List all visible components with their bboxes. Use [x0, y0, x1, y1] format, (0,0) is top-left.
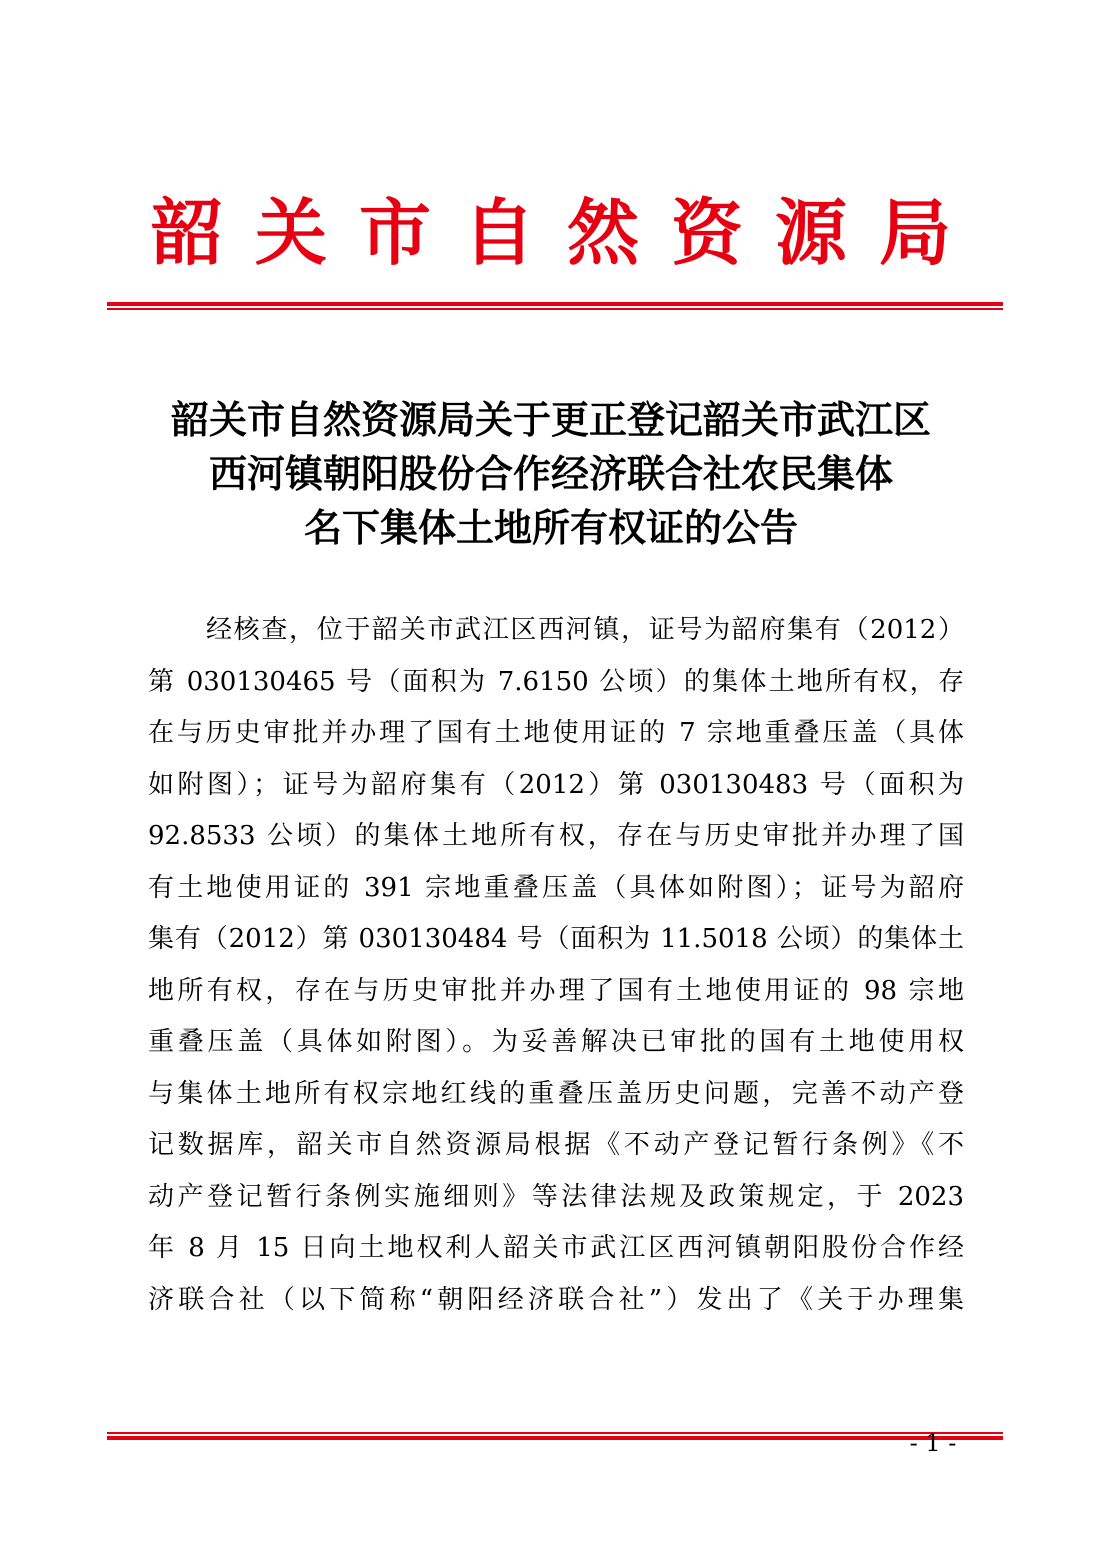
body-line: 地所有权，存在与历史审批并办理了国有土地使用证的 98 宗地 [148, 975, 964, 1006]
footer-rule-thick [107, 1436, 1003, 1440]
body-line: 动产登记暂行条例实施细则》等法律法规及政策规定，于 2023 [148, 1181, 964, 1212]
body-line: 第 030130465 号（面积为 7.6150 公顷）的集体土地所有权，存 [148, 666, 964, 697]
body-line: 92.8533 公顷）的集体土地所有权，存在与历史审批并办理了国 [148, 821, 964, 851]
body-line: 有土地使用证的 391 宗地重叠压盖（具体如附图）；证号为韶府 [148, 872, 964, 903]
body-line: 重叠压盖（具体如附图）。为妥善解决已审批的国有土地使用权 [148, 1027, 964, 1057]
body-line: 与集体土地所有权宗地红线的重叠压盖历史问题，完善不动产登 [148, 1078, 964, 1109]
body-line: 集有（2012）第 030130484 号（面积为 11.5018 公顷）的集体土 [148, 924, 964, 954]
body-line: 在与历史审批并办理了国有土地使用证的 7 宗地重叠压盖（具体 [148, 718, 964, 748]
letterhead-rule-thin [107, 308, 1003, 310]
body-line: 如附图）；证号为韶府集有（2012）第 030130483 号（面积为 [148, 769, 964, 800]
title-line: 名下集体土地所有权证的公告 [303, 505, 798, 550]
body-line: 记数据库，韶关市自然资源局根据《不动产登记暂行条例》《不 [148, 1130, 964, 1160]
body-line: 济联合社（以下简称“朝阳经济联合社”）发出了《关于办理集 [148, 1284, 964, 1315]
footer-rule-thin [107, 1432, 1003, 1434]
page-number: - 1 - [909, 1429, 957, 1457]
title-line: 西河镇朝阳股份合作经济联合社农民集体 [208, 451, 893, 496]
letterhead-agency-name: 韶关市自然资源局 [150, 190, 983, 275]
letterhead-rule-thick [107, 302, 1003, 306]
title-line: 韶关市自然资源局关于更正登记韶关市武江区 [170, 397, 931, 442]
body-line: 经核查，位于韶关市武江区西河镇，证号为韶府集有（2012） [206, 615, 964, 645]
document-title [130, 393, 972, 555]
document-body [148, 605, 964, 1326]
body-line: 年 8 月 15 日向土地权利人韶关市武江区西河镇朝阳股份合作经 [148, 1233, 964, 1263]
